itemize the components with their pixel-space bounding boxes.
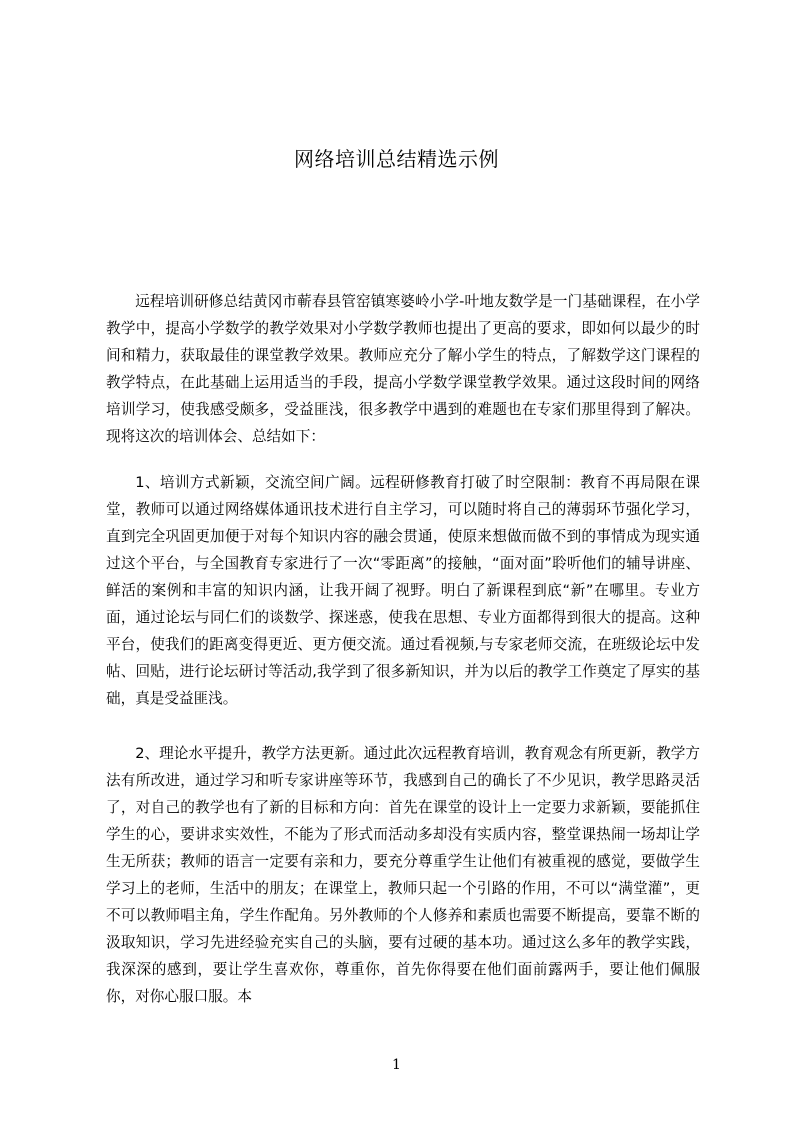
paragraph-text: 1、培训方式新颖，交流空间广阔。远程研修教育打破了时空限制：教育不再局限在课堂，教师可以通过网络媒体通讯技术进行自主学习，可以随时将自己的薄弱环节强化学习，直到完全巩固更加便于对每个知识内容的融会贯通，使原来想做而做不到的事情成为现实通过这个平台，与全国教育专家进行了一次“零距离”的接触，“面对面”聆听他们的辅导讲座、鲜活的案例和丰富的知识内涵，让我开阔了视野。明白了新课程到底“新”在哪里。专业方面，通过论坛与同仁们的谈数学、探迷惑，使我在思想、专业方面都得到很大的提高。这种平台，使我们的距离变得更近、更方便交流。通过看视频,与专家老师交流，在班级论坛中发帖、回贴，进行论坛研讨等活动,我学到了很多新知识，并为以后的教学工作奠定了厚实的基础，真是受益匪浅。 [106,474,700,707]
body-paragraph-section-1 [106,469,700,712]
document-title: 网络培训总结精选示例 [294,147,499,171]
paragraph-text: 远程培训研修总结黄冈市蕲春县管窑镇寒婆岭小学-叶地友数学是一门基础课程，在小学教学中，提高小学数学的教学效果对小学数学教师也提出了更高的要求，即如何以最少的时间和精力，获取最佳的课堂教学效果。教师应充分了解小学生的特点，了解数学这门课程的教学特点，在此基础上运用适当的手段，提高小学数学课堂教学效果。通过这段时间的网络培训学习，使我感受颇多，受益匪浅，很多教学中遇到的难题也在专家们那里得到了解决。现将这次的培训体会、总结如下： [106,293,700,445]
page-number: 1 [392,1057,401,1073]
body-paragraph-section-2 [106,740,700,1010]
body-paragraph-intro [106,288,700,450]
paragraph-text: 2、理论水平提升，教学方法更新。通过此次远程教育培训，教育观念有所更新，教学方法有所改进，通过学习和听专家讲座等环节，我感到自己的确长了不少见识，教学思路灵活了，对自己的教学也有了新的目标和方向：首先在课堂的设计上一定要力求新颖，要能抓住学生的心，要讲求实效性，不能为了形式而活动多却没有实质内容，整堂课热闹一场却让学生无所获；教师的语言一定要有亲和力，要充分尊重学生让他们有被重视的感觉，要做学生学习上的老师，生活中的朋友；在课堂上，教师只起一个引路的作用，不可以“满堂灌”，更不可以教师唱主角，学生作配角。另外教师的个人修养和素质也需要不断提高，要靠不断的汲取知识，学习先进经验充实自己的头脑，要有过硬的基本功。通过这么多年的教学实践，我深深的感到，要让学生喜欢你，尊重你，首先你得要在他们面前露两手，要让他们佩服你，对你心服口服。本 [106,745,700,1005]
